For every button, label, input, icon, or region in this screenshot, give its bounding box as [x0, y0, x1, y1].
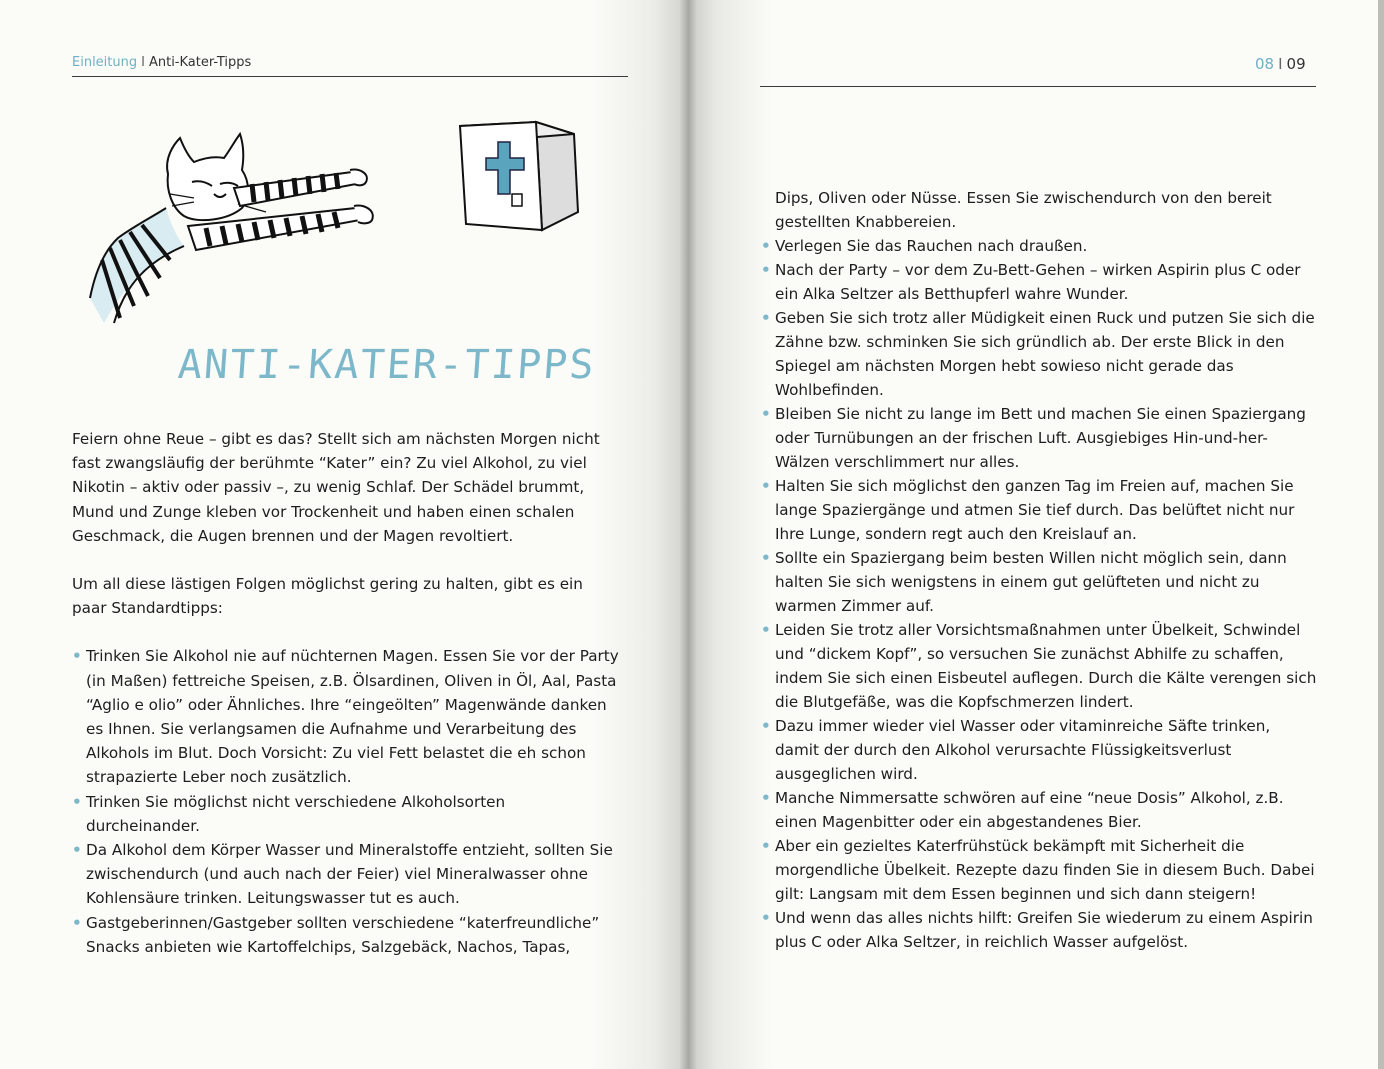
running-head: [72, 55, 251, 70]
right-page: [688, 0, 1384, 1069]
running-head-topic: Anti-Kater-Tipps: [148, 55, 252, 70]
page-number-right: 09: [1286, 55, 1306, 73]
list-item: • Bleiben Sie nicht zu lange im Bett und machen Sie einen Spaziergang oder Turnübungen an der frischen Luft. Ausgiebiges Hin-und-her-Wälzen verschlimmert nur alles.: [761, 402, 1317, 474]
list-item: • Manche Nimmersatte schwören auf eine “neue Dosis” Alkohol, z.B. einen Magenbitter oder ein abgestandenes Bier.: [761, 786, 1317, 834]
first-aid-kit-icon: [446, 112, 586, 242]
list-item: • Gastgeberinnen/Gastgeber sollten verschiedene “katerfreundliche” Snacks anbieten wie Kartoffelchips, Salzgebäck, Nachos, Tapas,: [72, 911, 622, 959]
page-title: ANTI-KATER-TIPPS: [176, 342, 597, 388]
page-number-separator: I: [1278, 55, 1283, 73]
intro-paragraph: Um all diese lästigen Folgen möglichst gering zu halten, gibt es ein paar Standardtipps:: [72, 575, 583, 618]
header-rule: [760, 86, 1316, 87]
list-item: • Trinken Sie Alkohol nie auf nüchternen Magen. Essen Sie vor der Party (in Maßen) fettreiche Speisen, z.B. Ölsardinen, Oliven in Öl, Aal, Pasta “Aglio e olio” oder Ähnliches. Ihre “eingeölten” Magenwände danken es Ihnen. Sie verlangsamen die Aufnahme und Verarbeitung des Alkohols im Blut. Doch Vorsicht: Zu viel Fett belastet die eh schon strapazierte Leber noch zusätzlich.: [72, 644, 622, 789]
list-item: • Leiden Sie trotz aller Vorsichtsmaßnahmen unter Übelkeit, Schwindel und “dickem Kopf”, so versuchen Sie zunächst Abhilfe zu schaffen, indem Sie sich einen Eisbeutel auflegen. Durch die Kälte verengen sich die Blutgefäße, was die Kopfschmerzen lindert.: [761, 618, 1317, 714]
cat-illustration-icon: [84, 128, 384, 328]
header-rule: [72, 76, 628, 77]
list-item: • Da Alkohol dem Körper Wasser und Mineralstoffe entzieht, sollten Sie zwischendurch (und auch nach der Feier) viel Mineralwasser ohne Kohlensäure trinken. Leitungswasser tut es auch.: [72, 838, 622, 911]
page-edge: [1378, 0, 1384, 1069]
list-item: • Dazu immer wieder viel Wasser oder vitaminreiche Säfte trinken, damit der durch den Alkohol verursachte Flüssigkeitsverlust ausgeglichen wird.: [761, 714, 1317, 786]
continuation-text: Dips, Oliven oder Nüsse. Essen Sie zwischendurch von den bereit gestellten Knabbereien.: [775, 189, 1272, 231]
running-head-separator: I: [141, 55, 145, 70]
right-tip-list: [761, 234, 1317, 954]
page-number: [1255, 55, 1306, 73]
list-item: • Halten Sie sich möglichst den ganzen Tag im Freien auf, machen Sie lange Spaziergänge und atmen Sie tief durch. Das belüftet nicht nur Ihre Lunge, sondern regt auch den Kreislauf an.: [761, 474, 1317, 546]
left-page: [0, 0, 688, 1069]
list-item: • Sollte ein Spaziergang beim besten Willen nicht möglich sein, dann halten Sie sich wenigstens in einem gut gelüfteten und nicht zu warmen Zimmer auf.: [761, 546, 1317, 618]
right-text-column: [761, 186, 1317, 954]
intro-paragraph: Feiern ohne Reue – gibt es das? Stellt sich am nächsten Morgen nicht fast zwangsläufig der berühmte “Kater” ein? Zu viel Alkohol, zu viel Nikotin – aktiv oder passiv –, zu wenig Schlaf. Der Schädel brummt, Mund und Zunge kleben vor Trockenheit und haben einen schalen Geschmack, die Augen brennen und der Magen revoltiert.: [72, 430, 600, 545]
list-item: • Und wenn das alles nichts hilft: Greifen Sie wiederum zu einem Aspirin plus C oder Alka Seltzer, in reichlich Wasser aufgelöst.: [761, 906, 1317, 954]
book-gutter: [680, 0, 696, 1069]
left-tip-list: [72, 644, 622, 959]
list-item: • Trinken Sie möglichst nicht verschiedene Alkoholsorten durcheinander.: [72, 790, 622, 838]
list-item: • Nach der Party – vor dem Zu-Bett-Gehen – wirken Aspirin plus C oder ein Alka Seltzer als Betthupferl wahre Wunder.: [761, 258, 1317, 306]
list-item: • Verlegen Sie das Rauchen nach draußen.: [761, 234, 1317, 258]
running-head-chapter: Einleitung: [72, 55, 138, 70]
list-item: • Geben Sie sich trotz aller Müdigkeit einen Ruck und putzen Sie sich die Zähne bzw. schminken Sie sich gründlich ab. Der erste Blick in den Spiegel am nächsten Morgen hebt sowieso nicht gerade das Wohlbefinden.: [761, 306, 1317, 402]
page-number-left: 08: [1255, 55, 1275, 73]
left-text-column: [72, 427, 622, 959]
list-item: • Aber ein gezieltes Katerfrühstück bekämpft mit Sicherheit die morgendliche Übelkeit. Rezepte dazu finden Sie in diesem Buch. Dabei gilt: Langsam mit dem Essen beginnen und sich dann steigern!: [761, 834, 1317, 906]
